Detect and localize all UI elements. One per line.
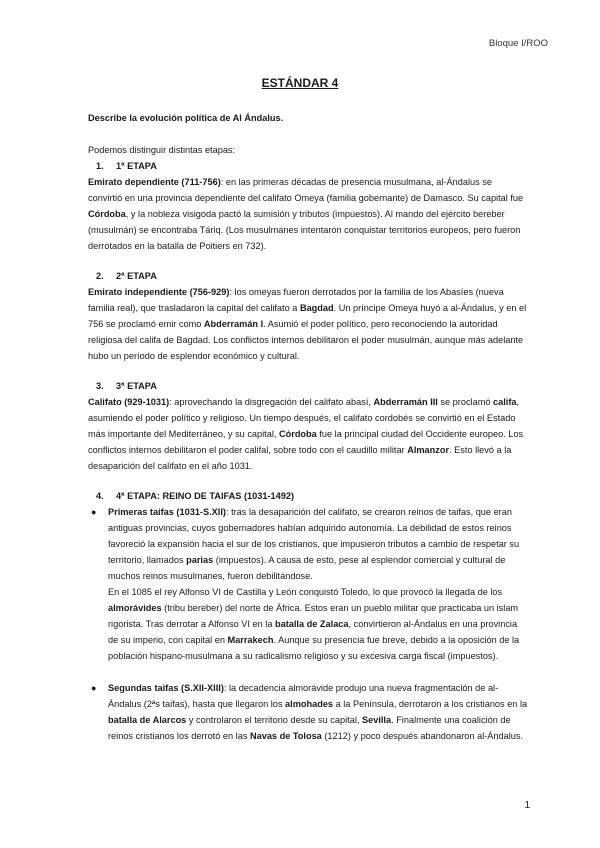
question: Describe la evolución política de Al Ándalus. <box>88 113 284 123</box>
bold-run: batalla de Zalaca <box>274 619 349 629</box>
stage-2-title: 2ª ETAPA <box>116 271 157 281</box>
text-run: se proclamó <box>437 397 494 407</box>
stage-1-text <box>88 174 528 254</box>
stage-2-text <box>88 284 528 364</box>
text-run: . Un príncipe Omeya huyó a al-Ándalus, y en el 756 se proclamó emir como <box>88 303 527 329</box>
text-run: y controlaron el territorio desde su capital, <box>186 715 362 725</box>
almoravid-text <box>108 584 528 664</box>
second-taifas-lead: Segundas taifas (S.XII-XIII) <box>108 683 224 693</box>
text-run: , asumiendo el poder político y religioso. Un tiempo después, el califato cordobés se convirtió en el Estado más importante del Mediterráneo, y su capital, <box>88 397 520 439</box>
stage-4-number: 4. <box>96 491 104 501</box>
page-number: 1 <box>524 800 530 811</box>
bold-run: Córdoba <box>279 429 317 439</box>
text-run: fue la principal ciudad del Occidente europeo. Los conflictos internos debilitaron el poder califal, sobre todo con el caudillo militar <box>88 429 524 455</box>
stage-4-title: 4ª ETAPA: REINO DE TAIFAS (1031-1492) <box>116 491 295 501</box>
stage-1-title: 1ª ETAPA <box>116 161 157 171</box>
text-run: (tribu bereber) del norte de África. Estos eran un pueblo militar que practicaba un islam rigorista. Tras derrotar a Alfonso VI en la <box>108 603 519 629</box>
stage-3-text <box>88 394 528 474</box>
list-item <box>88 504 528 664</box>
first-taifas-lead: Primeras taifas (1031-S.XII) <box>108 507 226 517</box>
bold-run: almohades <box>285 699 334 709</box>
text-run: : en las primeras décadas de presencia musulmana, al-Ándalus se convirtió en una provincia dependiente del califato Omeya (familia gobernante) de Damasco. Su capital fue <box>88 177 524 203</box>
first-taifas-text <box>108 504 528 584</box>
bold-run: Córdoba <box>88 209 126 219</box>
bullet-icon: ● <box>91 683 97 693</box>
text-run: . Finalmente una coalición de reinos cristianos los derrotó en las <box>108 715 511 741</box>
stage-3-heading <box>88 378 528 394</box>
text-run: : tras la desaparición del califato, se crearon reinos de taifas, que eran antiguas provincias, cuyos gobernadores habían adquirido autonomía. La debilidad de estos reinos favoreció la expansión hacia el sur de los cristianos, que impusieron tributos a cambio de respetar su territorio, llamados <box>108 507 520 565</box>
page-header: Bloque I/ROO <box>488 38 548 49</box>
text-run: . Esto llevó a la desaparición del califato en el año 1031. <box>88 445 512 471</box>
stage-1-number: 1. <box>96 161 104 171</box>
bold-run: Abderramán I <box>203 319 264 329</box>
stage-1-heading <box>88 158 528 174</box>
text-run: . Aunque su presencia fue breve, debido a la oposición de la población hispano-musulmana a su radicalismo religioso y su excesiva carga fiscal (impuestos). <box>108 635 520 661</box>
text-run: . Asumió el poder político, pero reconociendo la autoridad religiosa del califa de Bagdad. Los conflictos internos debilitaron el poder musulmán, aunque más adelante hubo un período de esplendor económico y cultural. <box>88 319 524 361</box>
stage-2-number: 2. <box>96 271 104 281</box>
text-run: : los omeyas fueron derrotados por la familia de los Abasíes (nueva familia real), que trasladaron la capital del califato a <box>88 287 504 313</box>
text-run: En el 1085 el rey Alfonso VI de Castilla y León conquistó Toledo, lo que provocó la llegada de los <box>108 587 503 597</box>
stage-4-heading <box>88 488 528 504</box>
list-item <box>88 680 528 744</box>
stage-2-lead: Emirato independiente (756-929) <box>88 287 230 297</box>
stage-3-title: 3ª ETAPA <box>116 381 157 391</box>
bold-run: califa <box>493 397 517 407</box>
text-run: , convirtieron al-Ándalus en una provincia de su imperio, con capital en <box>108 619 518 645</box>
bold-run: parias <box>186 555 214 565</box>
bold-run: Navas de Tolosa <box>249 731 322 741</box>
text-run: : la decadencia almorávide produjo una nueva fragmentación de al-Ándalus (2ªs taifas), hasta que llegaron los <box>108 683 499 709</box>
text-run: : aprovechando la disgregación del califato abasí, <box>169 397 374 407</box>
bold-run: Almanzor <box>407 445 450 455</box>
stage-4-list <box>88 504 528 744</box>
bold-run: almorávides <box>108 603 162 613</box>
page-title: ESTÁNDAR 4 <box>261 76 339 90</box>
bold-run: Abderramán III <box>373 397 438 407</box>
intro-text: Podemos distinguir distintas etapas: <box>88 145 236 155</box>
stage-2-heading <box>88 268 528 284</box>
document-body <box>88 110 528 744</box>
stage-3-number: 3. <box>96 381 104 391</box>
second-taifas-text <box>108 680 528 744</box>
text-run: (1212) y poco después abandonaron al-Ándalus. <box>321 731 524 741</box>
bold-run: Marrakech <box>227 635 274 645</box>
text-run: , y la nobleza visigoda pactó la sumisión y tributos (impuestos). Al mando del ejército bereber (musulmán) se encontraba Táriq. (Los musulmanes intentaron conquistar territorios europeos, pero fueron derrotados en la batalla de Poitiers en 732). <box>88 209 521 251</box>
stage-3-lead: Califato (929-1031) <box>88 397 170 407</box>
text-run: (impuestos). A causa de esto, pese al esplendor comercial y cultural de muchos reinos musulmanes, fueron debilitándose. <box>108 555 506 581</box>
bold-run: batalla de Alarcos <box>108 715 187 725</box>
text-run: a la Península, derrotaron a los cristianos en la <box>333 699 528 709</box>
bullet-icon: ● <box>91 507 97 517</box>
stage-1-lead: Emirato dependiente (711-756) <box>88 177 221 187</box>
bold-run: Bagdad <box>299 303 334 313</box>
bold-run: Sevilla <box>361 715 392 725</box>
